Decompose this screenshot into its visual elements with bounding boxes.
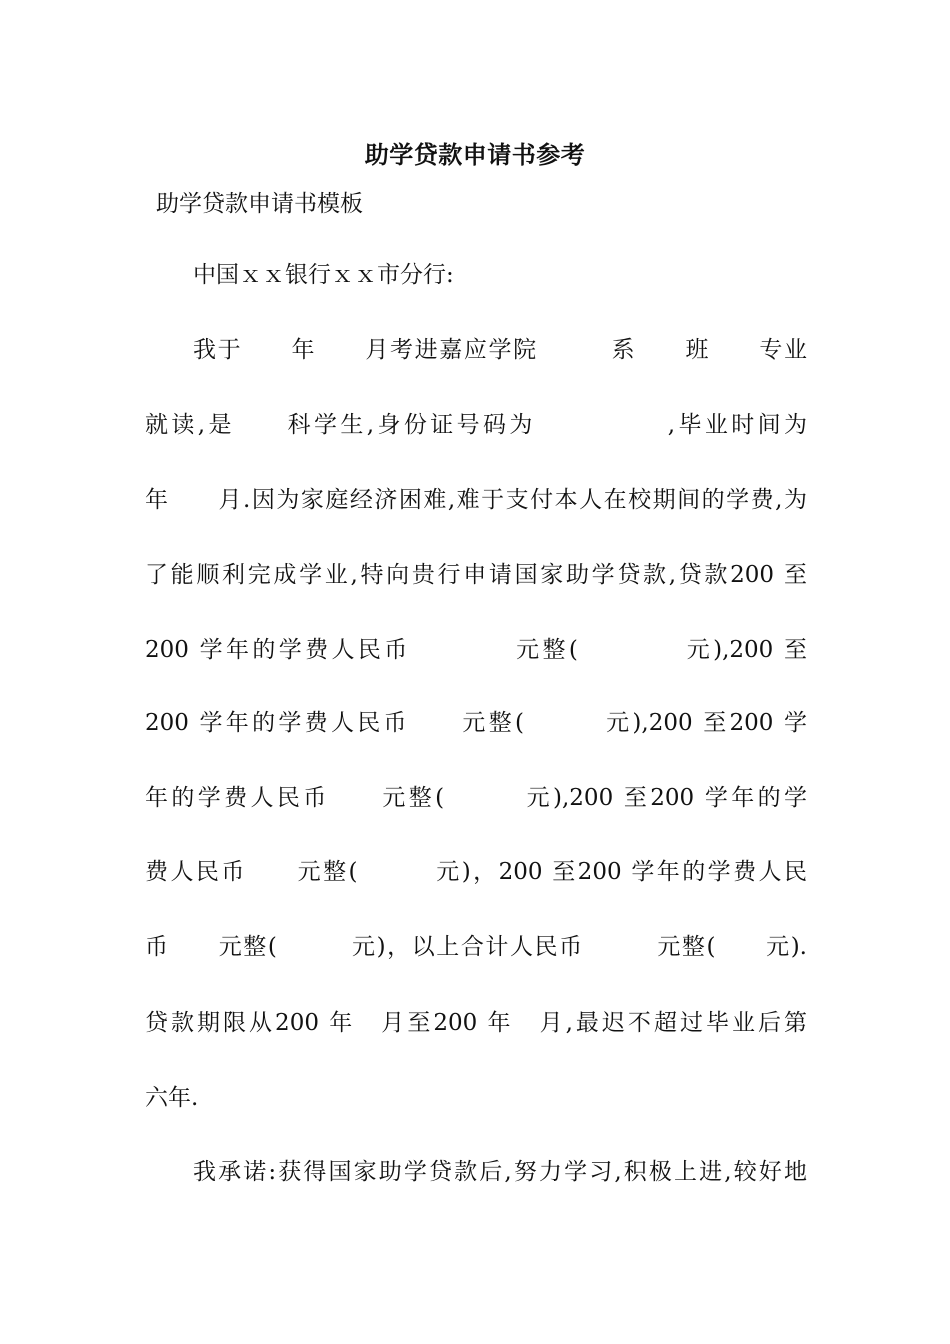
paragraph-line: 200 学年的学费人民币 元整( 元),200 至200 学 — [145, 710, 807, 736]
paragraph-line: 我于 年 月考进嘉应学院 系 班 专业 — [193, 337, 807, 363]
paragraph-line: 币 元整( 元)，以上合计人民币 元整( 元). — [145, 934, 807, 960]
paragraph-line: 年 月.因为家庭经济困难,难于支付本人在校期间的学费,为 — [145, 487, 807, 513]
paragraph-line: 年的学费人民币 元整( 元),200 至200 学年的学 — [145, 785, 807, 811]
paragraph-line: 我承诺:获得国家助学贷款后,努力学习,积极上进,较好地 — [193, 1159, 807, 1185]
paragraph-line: 200 学年的学费人民币 元整( 元),200 至 — [145, 637, 807, 663]
paragraph-line: 就读,是 科学生,身份证号码为 ,毕业时间为 — [145, 412, 807, 438]
document-subtitle: 助学贷款申请书模板 — [156, 191, 363, 217]
paragraph-line: 六年. — [145, 1085, 199, 1111]
paragraph-line: 费人民币 元整( 元)，200 至200 学年的学费人民 — [145, 859, 807, 885]
paragraph-line: 了能顺利完成学业,特向贵行申请国家助学贷款,贷款200 至 — [145, 562, 807, 588]
addressee-line: 中国ｘｘ银行ｘｘ市分行: — [193, 262, 454, 288]
document-title: 助学贷款申请书参考 — [364, 140, 586, 169]
paragraph-line: 贷款期限从200 年 月至200 年 月,最迟不超过毕业后第 — [145, 1010, 807, 1036]
